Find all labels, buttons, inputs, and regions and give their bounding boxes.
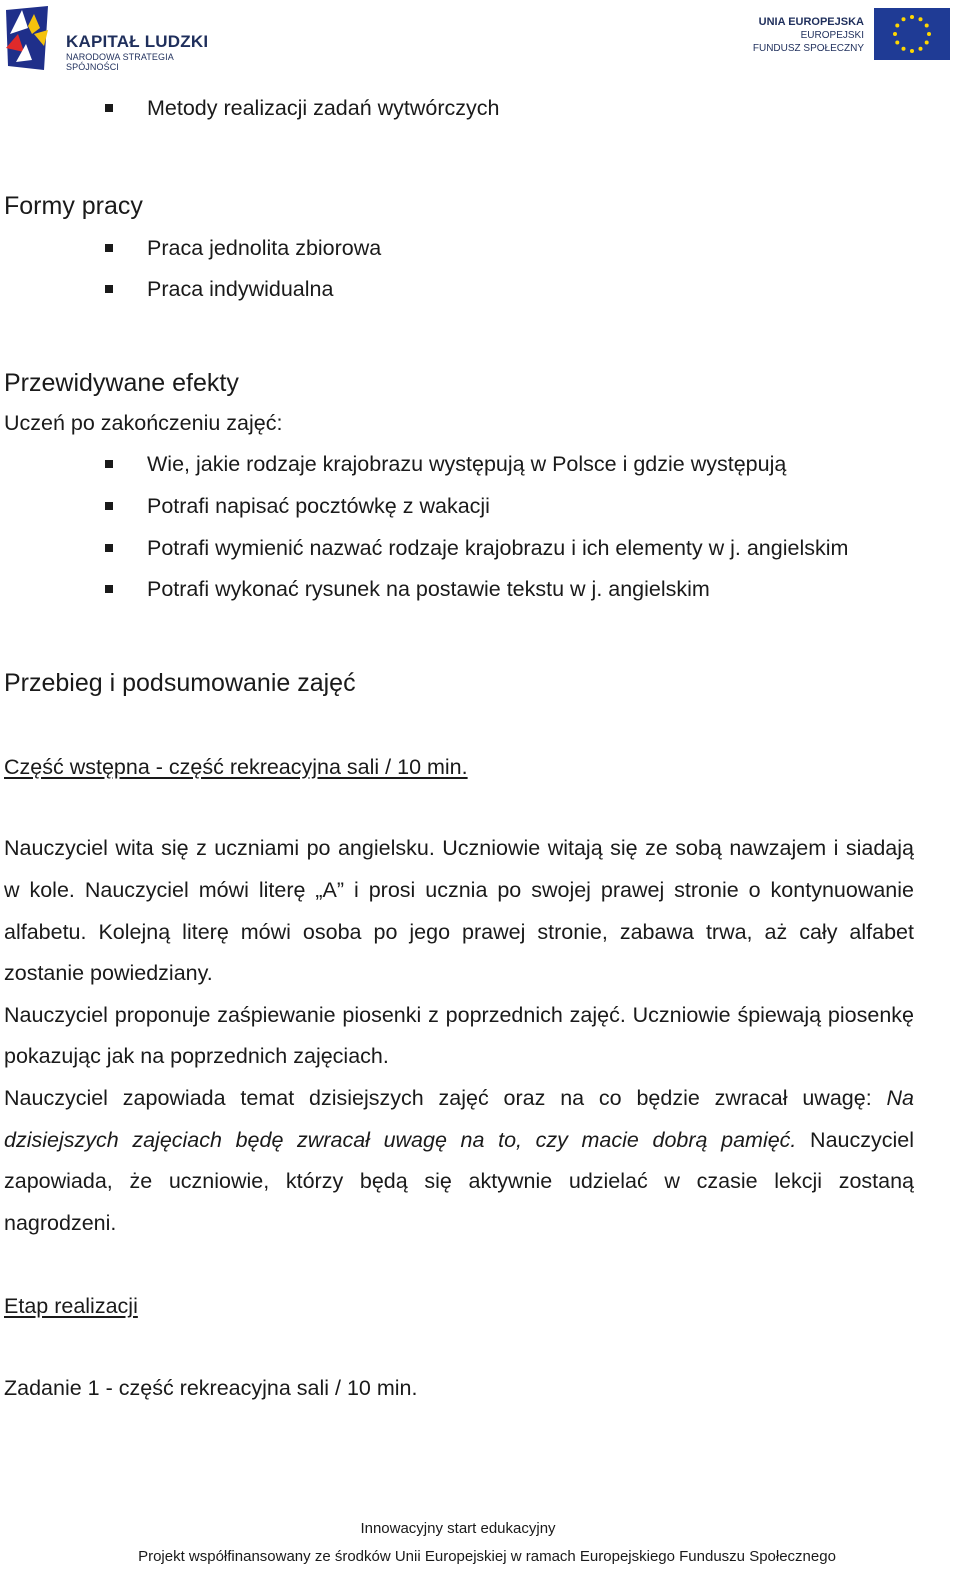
paragraph-3-rest: Nauczyciel zapowiada, że uczniowie, którzy będą się aktywnie udzielać w czasie lekcji zostaną nagrodzeni.	[4, 1127, 914, 1235]
bullet-icon	[105, 104, 113, 112]
footer-project-name: Innowacyjny start edukacyjny	[360, 1520, 556, 1537]
list-item-text: Metody realizacji zadań wytwórczych	[147, 96, 500, 120]
paragraph-3	[4, 1078, 914, 1244]
kapital-ludzki-logo	[4, 4, 224, 76]
bullet-icon	[105, 285, 113, 293]
intro-part-heading: Część wstępna - część rekreacyjna sali / 10 min.	[4, 754, 468, 779]
bullet-icon	[105, 544, 113, 552]
list-item-text: Praca indywidualna	[147, 277, 334, 302]
kapital-ludzki-emblem-icon	[4, 4, 60, 74]
eu-logo-text	[753, 16, 864, 55]
eu-logo-line1: UNIA EUROPEJSKA	[758, 16, 864, 28]
task-1: Zadanie 1 - część rekreacyjna sali / 10 min.	[4, 1375, 418, 1400]
list-item	[4, 269, 914, 311]
list-item-text: Potrafi wykonać rysunek na postawie tekstu w j. angielskim	[147, 577, 710, 602]
stage-heading: Etap realizacji	[4, 1294, 138, 1319]
bullet-icon	[105, 244, 113, 252]
paragraph-2: Nauczyciel proponuje zaśpiewanie piosenki z poprzednich zajęć. Uczniowie śpiewają piosenkę pokazując jak na poprzednich zajęciach.	[4, 1002, 914, 1069]
list-item-text: Potrafi wymienić nazwać rodzaje krajobrazu i ich elementy w j. angielskim	[147, 535, 849, 560]
document-body	[4, 88, 914, 1409]
kapital-ludzki-title: KAPITAŁ LUDZKI	[66, 32, 209, 51]
list-item-text: Potrafi napisać pocztówkę z wakacji	[147, 493, 490, 518]
paragraph-1: Nauczyciel wita się z uczniami po angielsku. Uczniowie witają się ze sobą nawzajem i siadają w kole. Nauczyciel mówi literę „A” i prosi ucznia po swojej prawej stronie o kontynuowanie alfabetu. Kolejną literę mówi osoba po jego prawej stronie, zabawa trwa, aż cały alfabet zostanie powiedziany.	[4, 836, 914, 986]
eu-logo-line3: FUNDUSZ SPOŁECZNY	[752, 43, 864, 54]
effects-heading: Przewidywane efekty	[4, 368, 239, 397]
list-item	[4, 569, 914, 611]
eu-flag-icon	[874, 8, 950, 60]
list-item	[4, 486, 914, 528]
bullet-icon	[105, 585, 113, 593]
list-item-text: Praca jednolita zbiorowa	[147, 235, 382, 260]
bullet-icon	[105, 460, 113, 468]
paragraph-3-plain: Nauczyciel zapowiada temat dzisiejszych zajęć oraz na co będzie zwracał uwagę:	[4, 1085, 887, 1110]
eu-logo-line2: EUROPEJSKI	[800, 30, 864, 41]
list-item	[4, 444, 914, 486]
kapital-ludzki-subtitle: NARODOWA STRATEGIA SPÓJNOŚCI	[66, 52, 174, 72]
effects-intro: Uczeń po zakończeniu zajęć:	[4, 410, 283, 435]
bullet-icon	[105, 502, 113, 510]
course-heading: Przebieg i podsumowanie zajęć	[4, 668, 356, 697]
list-item	[4, 228, 914, 270]
list-item-text: Wie, jakie rodzaje krajobrazu występują w Polsce i gdzie występują	[147, 452, 787, 477]
eu-logo	[750, 8, 950, 64]
list-item	[4, 528, 914, 570]
paragraph-3-italic: Na dzisiejszych zajęciach będę zwracał uwagę na to, czy macie dobrą pamięć.	[4, 1085, 914, 1152]
list-item	[4, 88, 914, 130]
footer-funding-note: Projekt współfinansowany ze środków Unii Europejskiej w ramach Europejskiego Funduszu Społecznego	[138, 1548, 836, 1565]
forms-heading: Formy pracy	[4, 191, 143, 220]
